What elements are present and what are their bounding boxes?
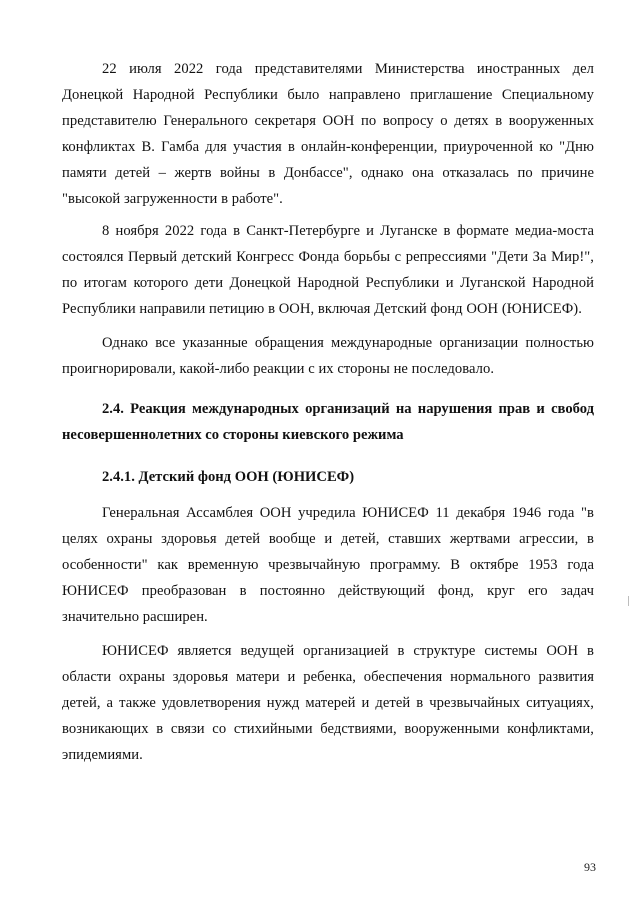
subsection-heading: 2.4.1. Детский фонд ООН (ЮНИСЕФ): [102, 469, 355, 485]
paragraph-children-congress: 8 ноября 2022 года в Санкт-Петербурге и Луганске в формате медиа-моста состоялся Первый детский Конгресс Фонда борьбы с репрессиями "Дети За Мир!", по итогам которого дети Донецкой Народной Республики и Луганской Народной Республики направили петицию в ООН, включая Детский фонд ООН (ЮНИСЕФ).: [62, 223, 594, 317]
section-heading: 2.4. Реакция международных организаций на нарушения прав и свобод несовершеннолетних со стороны киевского режима: [62, 401, 594, 443]
scan-margin-mark: [628, 596, 629, 606]
paragraph-unicef-history: Генеральная Ассамблея ООН учредила ЮНИСЕФ 11 декабря 1946 года "в целях охраны здоровья детей вообще и детей, ставших жертвами агрессии, в особенности" как временную чрезвычайную программу. В октябре 1953 года ЮНИСЕФ преобразован в постоянно действующий фонд, круг его задач значительно расширен.: [62, 505, 594, 625]
paragraph-unicef-role: ЮНИСЕФ является ведущей организацией в структуре системы ООН в области охраны здоровья матери и ребенка, обеспечения нормального развития детей, а также удовлетворения нужд матерей и детей в чрезвычайных ситуациях, возникающих в связи со стихийными бедствиями, вооруженными конфликтами, эпидемиями.: [62, 643, 594, 763]
paragraph-mfa-invitation: 22 июля 2022 года представителями Министерства иностранных дел Донецкой Народной Республики было направлено приглашение Специальному представителю Генерального секретаря ООН по вопросу о детях в вооруженных конфликтах В. Гамба для участия в онлайн-конференции, приуроченной ко "Дню памяти детей – жертв войны в Донбассе", однако она отказалась по причине "высокой загруженности в работе".: [62, 61, 594, 207]
page-number: 93: [584, 860, 596, 874]
paragraph-appeals-ignored: Однако все указанные обращения международные организации полностью проигнорировали, какой-либо реакции с их стороны не последовало.: [62, 335, 594, 377]
document-page: [62, 56, 594, 768]
